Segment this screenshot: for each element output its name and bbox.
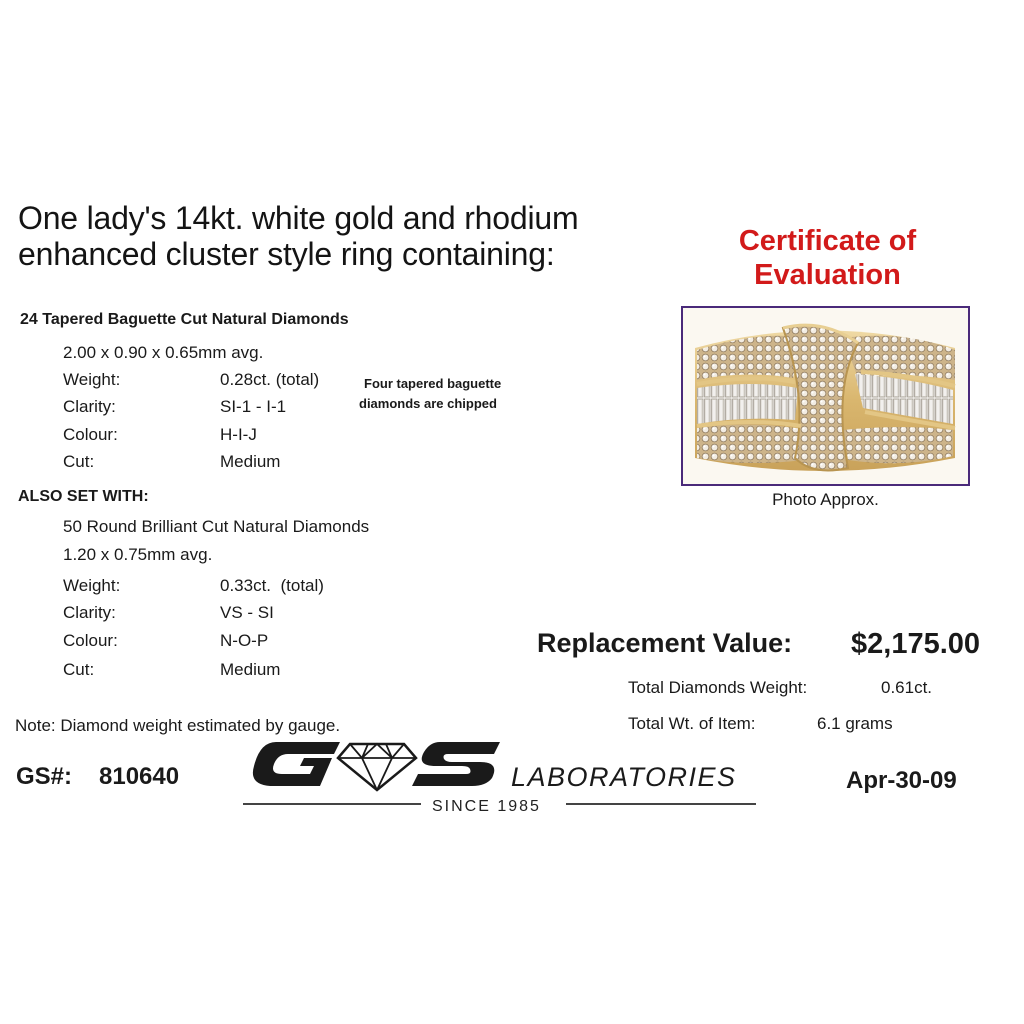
description-line-1: One lady's 14kt. white gold and rhodium — [18, 200, 579, 236]
photo-caption: Photo Approx. — [772, 490, 879, 509]
also-set-with-heading: ALSO SET WITH: — [18, 488, 149, 505]
gs-label: GS#: — [16, 763, 73, 790]
total-diamonds-weight-label: Total Diamonds Weight: — [628, 678, 808, 697]
secondary-clarity-label: Clarity: — [63, 603, 116, 622]
replacement-value-amount: $2,175.00 — [851, 628, 981, 660]
primary-stones-dimensions: 2.00 x 0.90 x 0.65mm avg. — [63, 343, 264, 362]
certificate-title-line-1: Certificate of — [738, 225, 917, 257]
certificate-title — [700, 224, 955, 292]
secondary-stones-title: 50 Round Brilliant Cut Natural Diamonds — [63, 517, 370, 536]
logo-rule-left — [243, 803, 421, 805]
primary-weight-label: Weight: — [63, 370, 121, 389]
certificate-date: Apr-30-09 — [846, 767, 957, 794]
total-diamonds-weight-value: 0.61ct. — [881, 678, 933, 697]
gs-logo — [248, 738, 508, 792]
primary-clarity-value: SI-1 - I-1 — [220, 397, 287, 416]
total-weight-value: 6.1 grams — [817, 714, 893, 733]
replacement-value-label: Replacement Value: — [537, 628, 793, 658]
gauge-note: Note: Diamond weight estimated by gauge. — [15, 716, 341, 735]
secondary-stones-dimensions: 1.20 x 0.75mm avg. — [63, 545, 213, 564]
secondary-cut-label: Cut: — [63, 660, 95, 679]
primary-stones-title: 24 Tapered Baguette Cut Natural Diamonds — [20, 311, 349, 328]
laboratories-text: LABORATORIES — [511, 762, 737, 792]
logo-rule-right — [566, 803, 756, 805]
primary-cut-value: Medium — [220, 452, 281, 471]
certificate-title-line-2: Evaluation — [754, 259, 901, 291]
ring-photo — [681, 306, 970, 486]
since-text: SINCE 1985 — [432, 798, 541, 815]
secondary-colour-label: Colour: — [63, 631, 118, 650]
chipped-note-line-1: Four tapered baguette — [364, 376, 502, 391]
description-line-2: enhanced cluster style ring containing: — [18, 236, 555, 272]
secondary-clarity-value: VS - SI — [220, 603, 274, 622]
primary-clarity-label: Clarity: — [63, 397, 116, 416]
gs-number: 810640 — [99, 763, 180, 790]
secondary-weight-value: 0.33ct. (total) — [220, 576, 324, 595]
total-weight-label: Total Wt. of Item: — [628, 714, 756, 733]
primary-colour-label: Colour: — [63, 425, 118, 444]
primary-weight-value: 0.28ct. (total) — [220, 370, 320, 389]
primary-colour-value: H-I-J — [220, 425, 257, 444]
chipped-note-line-2: diamonds are chipped — [359, 396, 497, 411]
secondary-weight-label: Weight: — [63, 576, 121, 595]
secondary-cut-value: Medium — [220, 660, 281, 679]
secondary-colour-value: N-O-P — [220, 631, 269, 650]
diamond-icon — [336, 738, 418, 792]
diamond-ring-photo-icon — [683, 308, 968, 484]
primary-cut-label: Cut: — [63, 452, 95, 471]
